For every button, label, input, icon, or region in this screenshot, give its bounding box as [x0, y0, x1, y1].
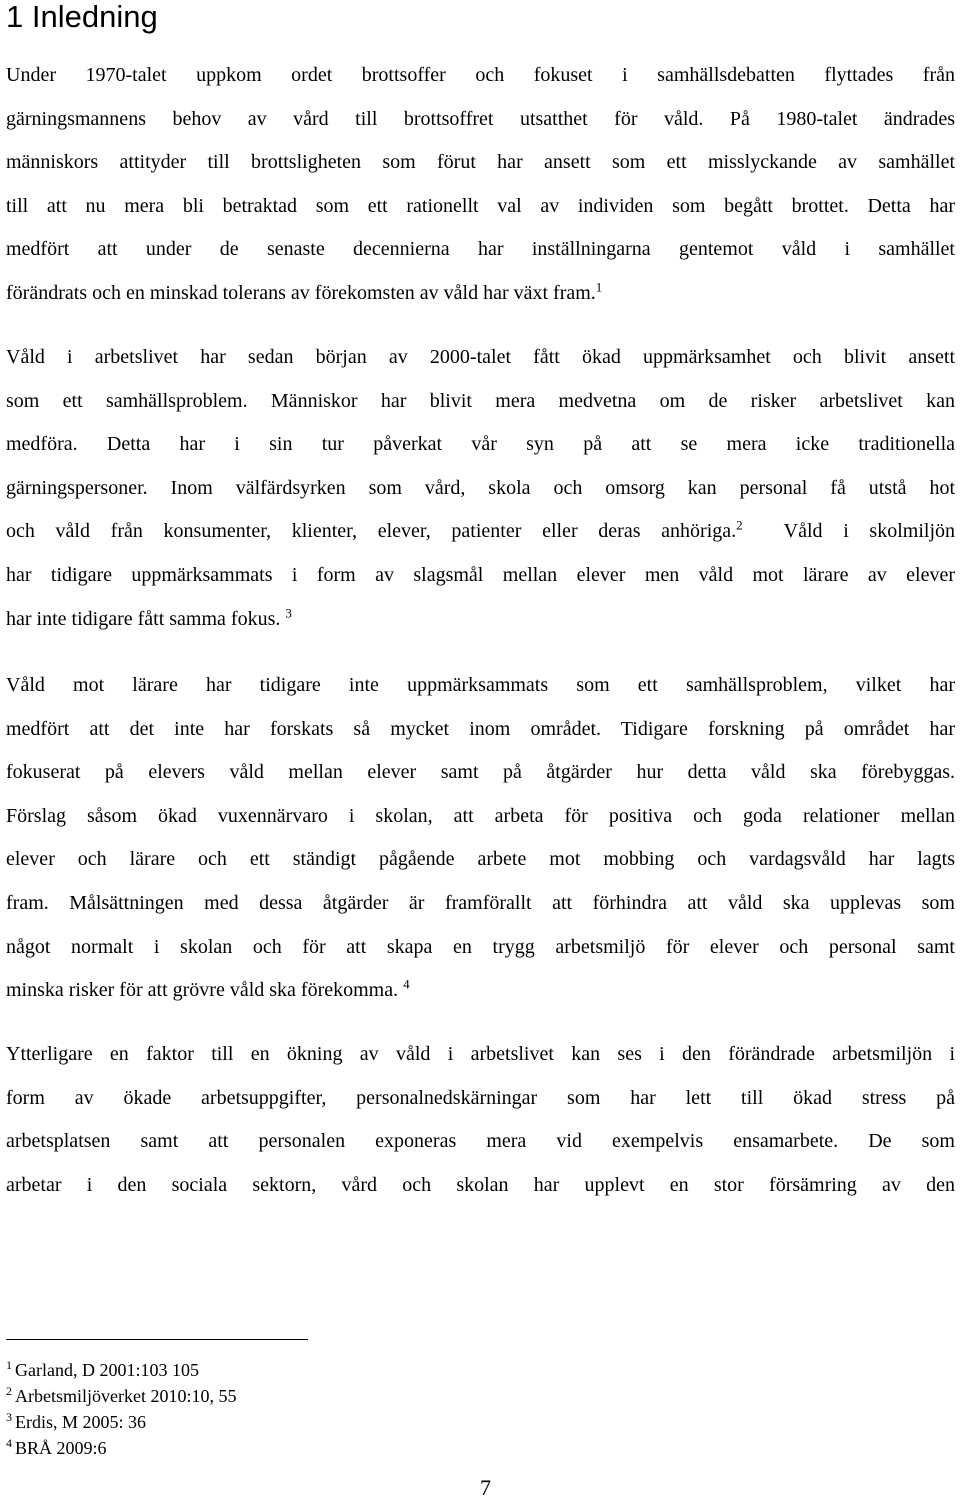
paragraph-4	[6, 1033, 955, 1207]
paragraph-line: fokuserat på elevers våld mellan elever samt på åtgärder hur detta våld ska förebyggas.	[6, 761, 955, 784]
paragraph-line-text: minska risker för att grövre våld ska förekomma.	[6, 979, 399, 1002]
footnote-ref: 3	[285, 604, 292, 620]
paragraph-line: Våld i arbetslivet har sedan början av 2000-talet fått ökad uppmärksamhet och blivit ansett	[6, 346, 955, 368]
paragraph-line-text: har inte tidigare fått samma fokus.	[6, 607, 281, 630]
paragraph-line: Förslag såsom ökad vuxennärvaro i skolan, att arbeta för positiva och goda relationer mellan	[6, 804, 955, 827]
paragraph-line: elever och lärare och ett ständigt pågående arbete mot mobbing och vardagsvåld har lagts	[6, 848, 955, 871]
footnote-item	[6, 1409, 236, 1435]
paragraph-line: fram. Målsättningen med dessa åtgärder är framförallt att förhindra att våld ska upplevas som	[6, 891, 955, 914]
footnote-item	[6, 1357, 236, 1383]
document-page	[6, 0, 956, 1500]
footnotes	[6, 1357, 236, 1461]
paragraph-2	[6, 336, 955, 641]
paragraph-line: Våld mot lärare har tidigare inte uppmärksammats som ett samhällsproblem, vilket har	[6, 674, 955, 696]
paragraph-line: arbetsplatsen samt att personalen exponeras mera vid exempelvis ensamarbete. De som	[6, 1130, 955, 1153]
paragraph-line: människors attityder till brottsligheten som förut har ansett som ett misslyckande av samhället	[6, 151, 955, 174]
footnote-ref: 2	[736, 517, 743, 533]
footnote-item	[6, 1435, 236, 1461]
footnote-number: 2	[6, 1384, 12, 1398]
paragraph-line	[6, 598, 955, 642]
paragraph-line: form av ökade arbetsuppgifter, personalnedskärningar som har lett till ökad stress på	[6, 1086, 955, 1109]
paragraph-line: medfört att under de senaste decennierna har inställningarna gentemot våld i samhället	[6, 238, 955, 261]
paragraph-3	[6, 664, 955, 1013]
footnote-text: Arbetsmiljöverket 2010:10, 55	[15, 1386, 237, 1406]
section-heading: 1 Inledning	[6, 0, 158, 34]
paragraph-1	[6, 54, 955, 316]
page-number: 7	[480, 1475, 491, 1500]
paragraph-line: till att nu mera bli betraktad som ett rationellt val av individen som begått brottet. Detta har	[6, 194, 955, 217]
paragraph-line: som ett samhällsproblem. Människor har blivit mera medvetna om de risker arbetslivet kan	[6, 389, 955, 412]
paragraph-line-text: och våld från konsumenter, klienter, elever, patienter eller deras anhöriga.	[6, 520, 737, 543]
footnote-text: Garland, D 2001:103 105	[15, 1360, 199, 1380]
footnote-number: 1	[6, 1358, 12, 1372]
paragraph-line: Under 1970-talet uppkom ordet brottsoffer och fokuset i samhällsdebatten flyttades från	[6, 64, 955, 86]
footnote-number: 3	[6, 1410, 12, 1424]
footnote-number: 4	[6, 1436, 12, 1450]
paragraph-line: gärningspersoner. Inom välfärdsyrken som vård, skola och omsorg kan personal få utstå hot	[6, 476, 955, 499]
paragraph-line: medfört att det inte har forskats så mycket inom området. Tidigare forskning på området har	[6, 717, 955, 740]
footnote-text: BRÅ 2009:6	[15, 1438, 107, 1458]
footnote-item	[6, 1383, 236, 1409]
footnote-text: Erdis, M 2005: 36	[15, 1412, 147, 1432]
footnote-divider	[6, 1339, 308, 1340]
paragraph-line	[6, 969, 955, 1013]
paragraph-line	[6, 272, 955, 316]
paragraph-line-text: förändrats och en minskad tolerans av förekomsten av våld har växt fram.	[6, 281, 596, 304]
footnote-ref: 4	[403, 976, 410, 992]
paragraph-line: gärningsmannens behov av vård till brottsoffret utsatthet för våld. På 1980-talet ändrades	[6, 107, 955, 130]
paragraph-line: något normalt i skolan och för att skapa en trygg arbetsmiljö för elever och personal samt	[6, 935, 955, 958]
paragraph-line-text: Våld i skolmiljön	[783, 520, 956, 543]
paragraph-line: arbetar i den sociala sektorn, vård och skolan har upplevt en stor försämring av den	[6, 1173, 955, 1196]
paragraph-line: Ytterligare en faktor till en ökning av våld i arbetslivet kan ses i den förändrade arbetsmiljön i	[6, 1043, 955, 1065]
footnote-ref: 1	[595, 279, 603, 295]
paragraph-line: medföra. Detta har i sin tur påverkat vår syn på att se mera icke traditionella	[6, 433, 955, 456]
paragraph-line: har tidigare uppmärksammats i form av slagsmål mellan elever men våld mot lärare av elever	[6, 563, 955, 586]
paragraph-line	[6, 510, 955, 554]
